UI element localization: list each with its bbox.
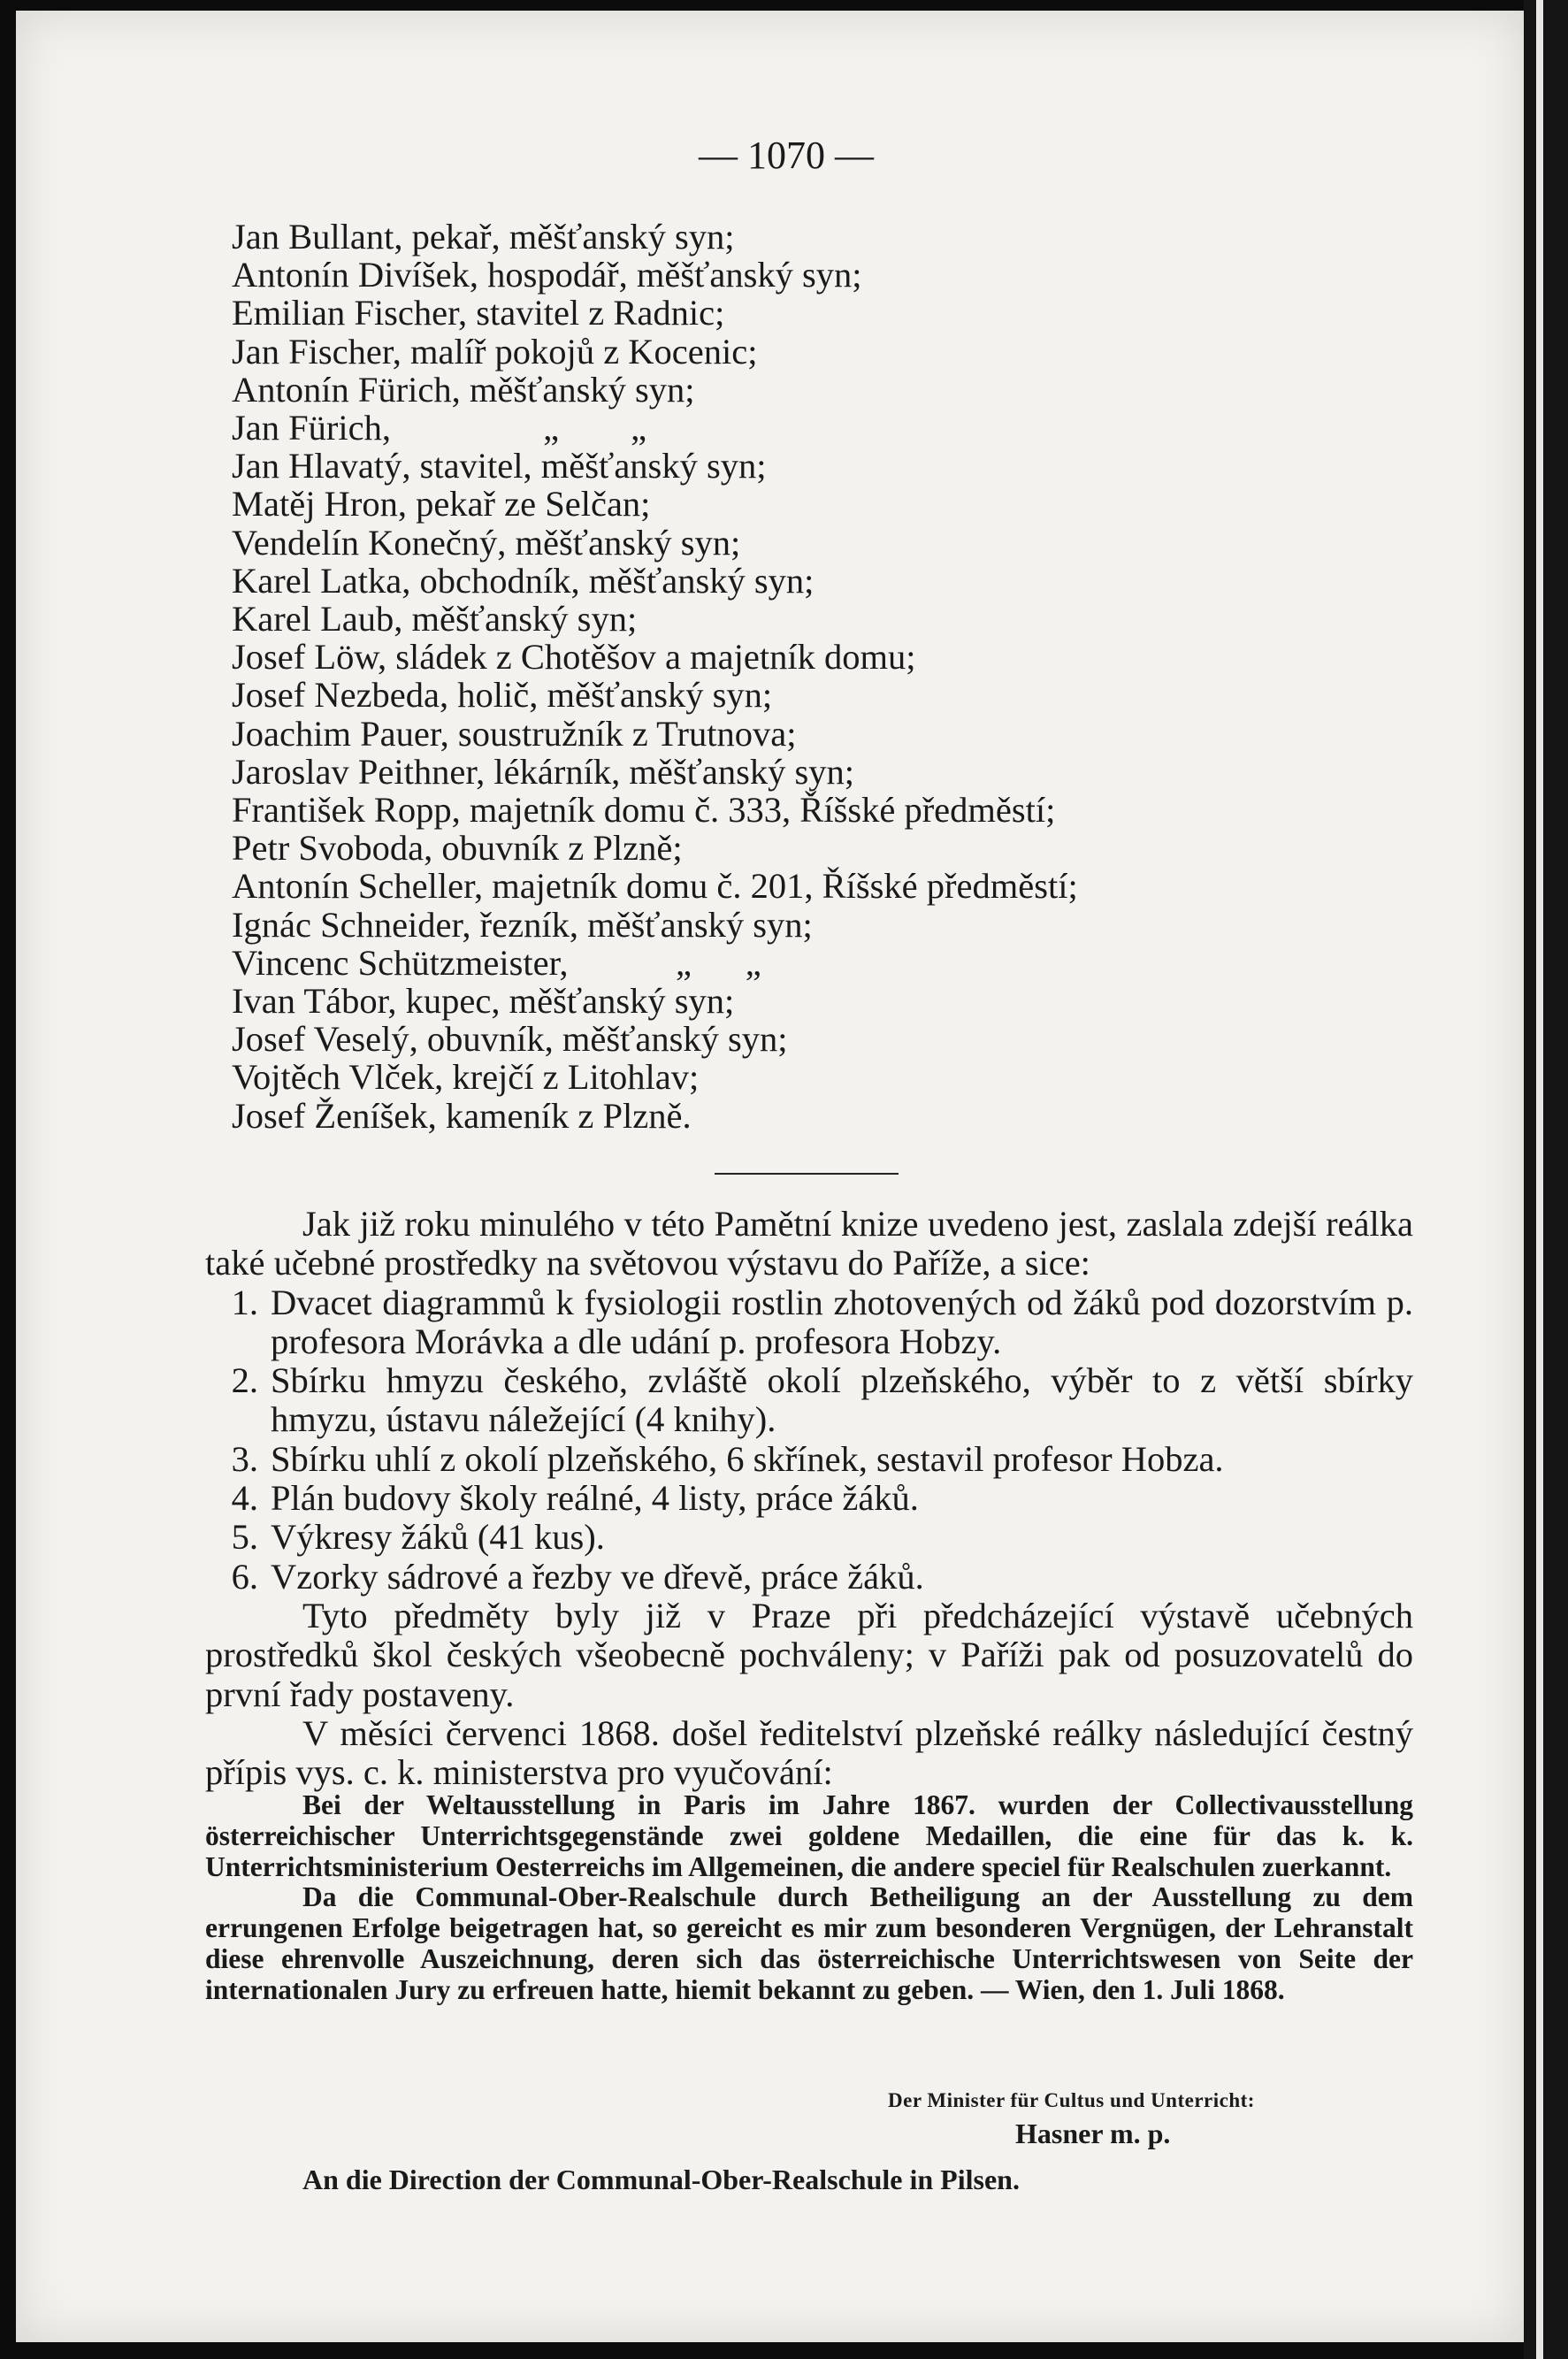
name-entry: Jan Fischer, malíř pokojů z Kocenic; — [232, 331, 758, 371]
name-entry: Josef Löw, sládek z Chotěšov a majetník domu; — [232, 637, 916, 678]
paragraph-letter-intro: V měsíci červenci 1868. došel ředitelství plzeňské reálky následující čestný přípis vys. c. k. ministerstva pro vyučování: — [205, 1712, 1413, 1793]
exhibit-item — [205, 1518, 1413, 1557]
exhibit-item — [205, 1283, 1413, 1362]
name-entry: Jaroslav Peithner, lékárník, měšťanský syn; — [232, 751, 855, 792]
exhibit-item-text: Sbírku hmyzu českého, zvláště okolí plzeňského, výběr to z větší sbírky hmyzu, ústavu náležející (4 knihy). — [271, 1360, 1413, 1440]
exhibit-item-number: 4. — [231, 1478, 258, 1519]
name-entry: Ignác Schneider, řezník, měšťanský syn; — [232, 904, 813, 945]
name-list — [232, 218, 1293, 1135]
section-divider — [715, 1173, 899, 1175]
paragraph-praise: Tyto předměty byly již v Praze při předcházející výstavě učebných prostředků škol českých všeobecně pochváleny; v Paříži pak od posuzovatelů do první řady postaveny. — [205, 1595, 1413, 1714]
name-entry: Antonín Scheller, majetník domu č. 201, Říšské předměstí; — [232, 866, 1078, 907]
letter-paragraph-2: Da die Communal-Ober-Realschule durch Betheiligung an der Ausstellung zu dem errungenen Erfolge beigetragen hat, so gereicht es mir zum besonderen Vergnügen, der Lehranstalt diese ehrenvolle Auszeichnung, deren sich das österreichische Unterrichtswesen von Seite der internationalen Jury zu erfreuen hatte, hiemit bekannt zu geben. — Wien, den 1. Juli 1868. — [205, 1881, 1413, 2005]
name-entry: Josef Ženíšek, kameník z Plzně. — [232, 1095, 692, 1136]
exhibit-item-text: Plán budovy školy reálné, 4 listy, práce žáků. — [271, 1478, 919, 1519]
signature-title: Der Minister für Cultus und Unterricht: — [888, 2089, 1255, 2111]
exhibit-item-text: Dvacet diagrammů k fysiologii rostlin zhotovených od žáků pod dozorstvím p. profesora Morávka a dle udání p. profesora Hobzy. — [271, 1282, 1413, 1361]
exhibit-list — [205, 1283, 1413, 1597]
name-entry: Jan Fürich, „ „ — [232, 408, 647, 448]
name-entry: Josef Veselý, obuvník, měšťanský syn; — [232, 1019, 788, 1060]
name-entry: Antonín Divíšek, hospodář, měšťanský syn; — [232, 255, 862, 295]
exhibit-item-number: 6. — [231, 1556, 258, 1597]
letter-paragraph-1: Bei der Weltausstellung in Paris im Jahre 1867. wurden der Collectivausstellung österreichischer Unterrichtsgegenstände zwei goldene Medaillen, die eine für das k. k. Unterrichtsministerium Oesterreichs im Allgemeinen, die andere speciel für Realschulen zuerkannt. — [205, 1789, 1413, 1882]
exhibit-item-text: Výkresy žáků (41 kus). — [271, 1517, 605, 1558]
exhibit-item-text: Vzorky sádrové a řezby ve dřevě, práce žáků. — [271, 1556, 924, 1597]
name-entry: Matěj Hron, pekař ze Selčan; — [232, 484, 651, 525]
intro-paragraph: Jak již roku minulého v této Pamětní knize uvedeno jest, zaslala zdejší reálka také učebné prostředky na světovou výstavu do Paříže, a sice: — [205, 1204, 1413, 1283]
name-entry: Emilian Fischer, stavitel z Radnic; — [232, 293, 725, 333]
exhibit-item — [205, 1558, 1413, 1597]
name-entry: František Ropp, majetník domu č. 333, Říšské předměstí; — [232, 790, 1056, 831]
name-entry: Jan Hlavatý, stavitel, měšťanský syn; — [232, 446, 767, 486]
name-entry: Jan Bullant, pekař, měšťanský syn; — [232, 217, 735, 257]
exhibit-item-number: 1. — [231, 1282, 258, 1322]
name-entry: Antonín Fürich, měšťanský syn; — [232, 369, 695, 410]
name-entry: Josef Nezbeda, holič, měšťanský syn; — [232, 675, 773, 716]
exhibit-item-number: 5. — [231, 1517, 258, 1558]
letter-address: An die Direction der Communal-Ober-Realschule in Pilsen. — [302, 2164, 1020, 2195]
page-number: — 1070 — — [699, 134, 874, 177]
exhibit-item — [205, 1361, 1413, 1440]
name-entry: Vojtěch Vlček, krejčí z Litohlav; — [232, 1057, 700, 1098]
signature-name: Hasner m. p. — [1015, 2118, 1171, 2149]
name-entry: Karel Latka, obchodník, měšťanský syn; — [232, 560, 815, 601]
name-entry: Petr Svoboda, obuvník z Plzně; — [232, 828, 683, 869]
german-letter — [205, 1790, 1413, 2006]
exhibit-item-number: 2. — [231, 1360, 258, 1401]
page-edge — [1524, 0, 1568, 2359]
name-entry: Karel Laub, měšťanský syn; — [232, 599, 638, 640]
exhibit-item-number: 3. — [231, 1438, 258, 1479]
name-entry: Vincenc Schützmeister, „ „ — [232, 942, 761, 983]
exhibit-item — [205, 1440, 1413, 1479]
exhibit-item — [205, 1479, 1413, 1518]
name-entry: Joachim Pauer, soustružník z Trutnova; — [232, 713, 797, 754]
exhibit-item-text: Sbírku uhlí z okolí plzeňského, 6 skřínek, sestavil profesor Hobza. — [271, 1438, 1224, 1479]
name-entry: Vendelín Konečný, měšťanský syn; — [232, 522, 741, 563]
czech-text — [205, 1205, 1413, 1792]
name-entry: Ivan Tábor, kupec, měšťanský syn; — [232, 981, 735, 1022]
